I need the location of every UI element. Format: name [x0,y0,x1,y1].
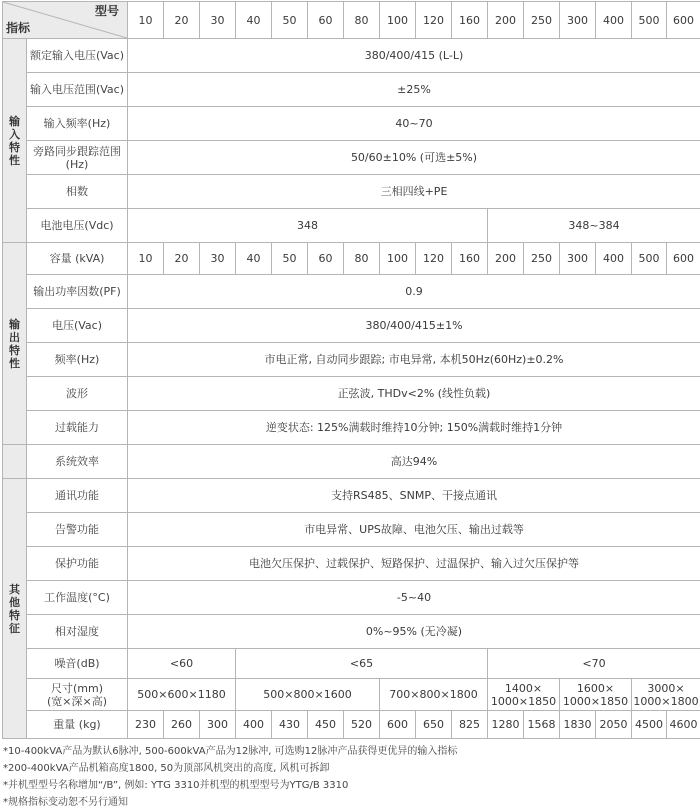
capacity-cell: 20 [164,243,200,275]
model-column-header: 60 [308,2,344,39]
table-row [3,377,700,411]
row-value: 500×800×1600 [236,679,380,711]
row-label: 电池电压(Vdc) [27,209,128,243]
spec-table [2,1,700,739]
capacity-cell: 250 [524,243,560,275]
table-row [3,615,700,649]
model-column-header: 160 [452,2,488,39]
weight-cell: 4500 [632,711,667,739]
row-value: 50/60±10% (可选±5%) [128,141,700,175]
table-row [3,39,700,73]
group-blank-cell [3,445,27,479]
row-value: 0.9 [128,275,700,309]
capacity-cell: 100 [380,243,416,275]
spec-header-label: 指标 [6,22,30,35]
table-row [3,411,700,445]
model-column-header: 500 [632,2,667,39]
row-value: 市电正常, 自动同步跟踪; 市电异常, 本机50Hz(60Hz)±0.2% [128,343,700,377]
weight-cell: 650 [416,711,452,739]
weight-cell: 2050 [596,711,632,739]
model-column-header: 300 [560,2,596,39]
row-label: 工作温度(°C) [27,581,128,615]
capacity-cell: 80 [344,243,380,275]
weight-cell: 520 [344,711,380,739]
table-row [3,343,700,377]
model-column-header: 250 [524,2,560,39]
model-column-header: 100 [380,2,416,39]
weight-cell: 4600 [667,711,700,739]
group-input-label: 输入特性 [3,39,27,243]
capacity-cell: 400 [596,243,632,275]
row-label: 输入电压范围(Vac) [27,73,128,107]
row-label: 额定输入电压(Vac) [27,39,128,73]
model-column-header: 400 [596,2,632,39]
row-value: 市电异常、UPS故障、电池欠压、输出过载等 [128,513,700,547]
table-row [3,309,700,343]
row-value: 正弦波, THDv<2% (线性负载) [128,377,700,411]
row-value: <65 [236,649,488,679]
capacity-cell: 30 [200,243,236,275]
weight-cell: 430 [272,711,308,739]
table-row [3,445,700,479]
row-label: 波形 [27,377,128,411]
row-label: 告警功能 [27,513,128,547]
row-value: 电池欠压保护、过载保护、短路保护、过温保护、输入过欠压保护等 [128,547,700,581]
capacity-cell: 50 [272,243,308,275]
row-label: 通讯功能 [27,479,128,513]
group-output-label: 输出特性 [3,243,27,445]
row-label: 容量 (kVA) [27,243,128,275]
capacity-cell: 300 [560,243,596,275]
row-label: 重量 (kg) [27,711,128,739]
weight-cell: 450 [308,711,344,739]
model-header-label: 型号 [95,5,119,18]
row-label: 旁路同步跟踪范围(Hz) [27,141,128,175]
table-row [3,73,700,107]
row-value: 支持RS485、SNMP、干接点通讯 [128,479,700,513]
model-column-header: 10 [128,2,164,39]
weight-cell: 400 [236,711,272,739]
weight-cell: 1830 [560,711,596,739]
table-row [3,141,700,175]
capacity-cell: 200 [488,243,524,275]
row-value: 3000× 1000×1800 [632,679,700,711]
row-value: 500×600×1180 [128,679,236,711]
weight-cell: 1568 [524,711,560,739]
weight-cell: 1280 [488,711,524,739]
weight-cell: 300 [200,711,236,739]
row-value: 348~384 [488,209,700,243]
table-row [3,581,700,615]
capacity-cell: 40 [236,243,272,275]
table-corner-cell [3,2,128,39]
table-row [3,175,700,209]
model-column-header: 50 [272,2,308,39]
row-label: 输入频率(Hz) [27,107,128,141]
row-label: 输出功率因数(PF) [27,275,128,309]
table-row [3,649,700,679]
weight-cell: 230 [128,711,164,739]
row-value: 1400× 1000×1850 [488,679,560,711]
capacity-cell: 160 [452,243,488,275]
footnote: *10-400kVA产品为默认6脉冲, 500-600kVA产品为12脉冲, 可选购12脉冲产品获得更优异的输入指标 [3,743,700,760]
weight-cell: 600 [380,711,416,739]
table-row [3,209,700,243]
capacity-cell: 10 [128,243,164,275]
capacity-cell: 60 [308,243,344,275]
weight-cell: 825 [452,711,488,739]
row-label: 电压(Vac) [27,309,128,343]
model-column-header: 40 [236,2,272,39]
row-value: 700×800×1800 [380,679,488,711]
row-value: 40~70 [128,107,700,141]
row-value: 348 [128,209,488,243]
model-column-header: 80 [344,2,380,39]
row-label: 过载能力 [27,411,128,445]
row-label: 相对湿度 [27,615,128,649]
table-row [3,547,700,581]
table-row [3,107,700,141]
table-row [3,711,700,739]
model-column-header: 120 [416,2,452,39]
row-label: 保护功能 [27,547,128,581]
row-value: <60 [128,649,236,679]
row-value: 高达94% [128,445,700,479]
model-column-header: 30 [200,2,236,39]
row-label: 频率(Hz) [27,343,128,377]
capacity-cell: 500 [632,243,667,275]
capacity-cell: 120 [416,243,452,275]
group-other-label: 其他特征 [3,479,27,739]
table-row [3,513,700,547]
model-column-header: 20 [164,2,200,39]
footnote: *规格指标变动恕不另行通知 [3,794,700,811]
row-value: -5~40 [128,581,700,615]
table-row [3,679,700,711]
row-label: 噪音(dB) [27,649,128,679]
footnote: *200-400kVA产品机箱高度1800, 50为顶部风机突出的高度, 风机可拆卸 [3,760,700,777]
row-value: 380/400/415 (L-L) [128,39,700,73]
row-label: 系统效率 [27,445,128,479]
table-row [3,243,700,275]
weight-cell: 260 [164,711,200,739]
model-column-header: 600 [667,2,700,39]
row-value: ±25% [128,73,700,107]
row-value: 1600× 1000×1850 [560,679,632,711]
footnote: *并机型型号名称增加“/B”, 例如: YTG 3310并机型的机型型号为YTG/B 3310 [3,777,700,794]
capacity-cell: 600 [667,243,700,275]
row-value: 三相四线+PE [128,175,700,209]
table-row [3,275,700,309]
header-row [3,2,700,39]
row-value: 0%~95% (无冷凝) [128,615,700,649]
row-label: 尺寸(mm) (宽×深×高) [27,679,128,711]
row-label: 相数 [27,175,128,209]
row-value: 380/400/415±1% [128,309,700,343]
table-row [3,479,700,513]
row-value: <70 [488,649,700,679]
row-value: 逆变状态: 125%满载时维持10分钟; 150%满载时维持1分钟 [128,411,700,445]
model-column-header: 200 [488,2,524,39]
